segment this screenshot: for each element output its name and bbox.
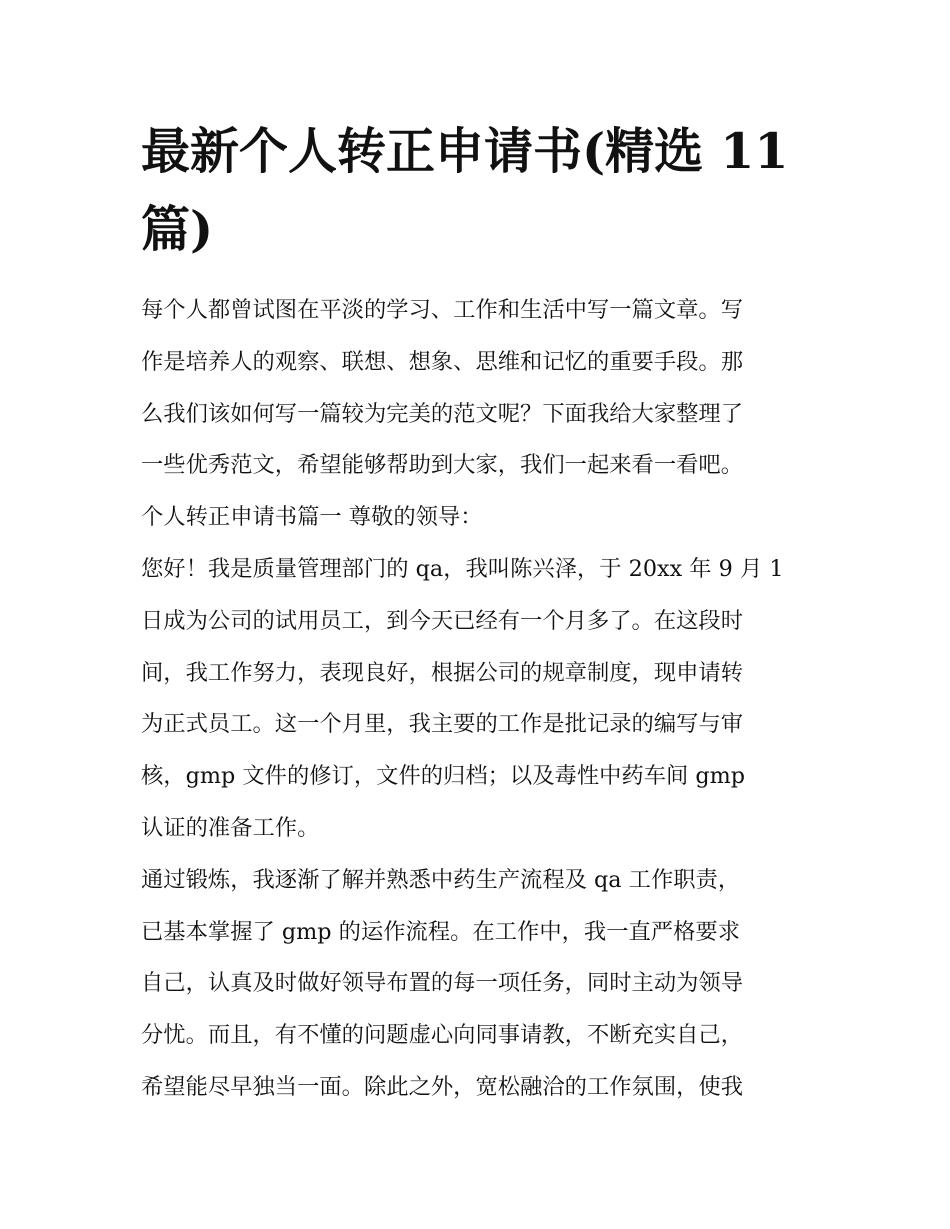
body-line: 每个人都曾试图在平淡的学习、工作和生活中写一篇文章。写 (141, 297, 744, 323)
body-line: 日成为公司的试用员工，到今天已经有一个月多了。在这段时 (141, 607, 744, 634)
document-page (141, 112, 813, 1114)
body-line: 认证的准备工作。 (141, 814, 320, 841)
title-line-1: 最新个人转正申请书(精选 11 (141, 122, 789, 180)
document-title (141, 112, 813, 268)
body-line: 一些优秀范文，希望能够帮助到大家，我们一起来看一看吧。 (141, 452, 744, 479)
body-line: 希望能尽早独当一面。除此之外，宽松融洽的工作氛围，使我 (141, 1073, 744, 1100)
body-line: 么我们该如何写一篇较为完美的范文呢？下面我给大家整理了 (141, 400, 744, 427)
body-line: 自己，认真及时做好领导布置的每一项任务，同时主动为领导 (141, 970, 744, 997)
body-line: 已基本掌握了 gmp 的运作流程。在工作中，我一直严格要求 (141, 918, 740, 945)
body-line: 作是培养人的观察、联想、想象、思维和记忆的重要手段。那 (141, 348, 744, 375)
document-body (141, 285, 813, 1114)
body-line: 通过锻炼，我逐渐了解并熟悉中药生产流程及 qa 工作职责， (141, 866, 741, 893)
body-line: 您好！我是质量管理部门的 qa，我叫陈兴泽，于 20xx 年 9 月 1 (141, 555, 784, 582)
title-line-2: 篇) (141, 200, 214, 258)
body-line: 为正式员工。这一个月里，我主要的工作是批记录的编写与审 (141, 711, 744, 738)
body-line: 间，我工作努力，表现良好，根据公司的规章制度，现申请转 (141, 659, 744, 686)
body-line: 分忧。而且，有不懂的问题虚心向同事请教，不断充实自己， (141, 1022, 744, 1049)
body-line: 核，gmp 文件的修订，文件的归档；以及毒性中药车间 gmp (141, 763, 746, 790)
section-heading-line: 个人转正申请书篇一 尊敬的领导： (141, 504, 483, 531)
